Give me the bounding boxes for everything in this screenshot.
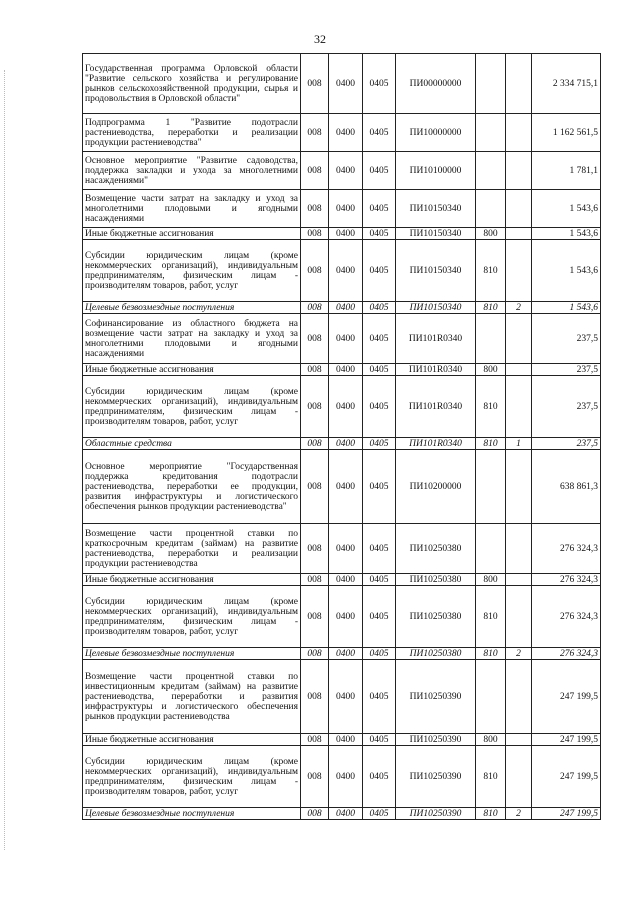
- cell-section: 0400: [329, 586, 363, 648]
- cell-subsection: 0405: [363, 54, 396, 114]
- table-row: [83, 734, 601, 746]
- cell-amount: 237,5: [532, 314, 601, 364]
- cell-section: 0400: [329, 114, 363, 152]
- cell-expense-type: 810: [476, 376, 506, 438]
- cell-grbs: 008: [301, 438, 329, 450]
- cell-expense-type: 810: [476, 302, 506, 314]
- row-name: Основное мероприятие "Развитие садоводства, поддержка закладки и ухода за многолетними насаждениями": [83, 152, 301, 190]
- cell-target-article: ПИ10250390: [396, 734, 476, 746]
- cell-target-article: ПИ10250390: [396, 660, 476, 734]
- row-name: Целевые безвозмездные поступления: [83, 808, 301, 820]
- cell-subsection: 0405: [363, 438, 396, 450]
- cell-grbs: 008: [301, 808, 329, 820]
- cell-target-article: ПИ10150340: [396, 240, 476, 302]
- cell-section: 0400: [329, 240, 363, 302]
- cell-subsection: 0405: [363, 114, 396, 152]
- table-row: [83, 648, 601, 660]
- cell-amount: 247 199,5: [532, 660, 601, 734]
- cell-amount: 247 199,5: [532, 746, 601, 808]
- table-row: [83, 240, 601, 302]
- cell-amount: 1 543,6: [532, 228, 601, 240]
- cell-grbs: 008: [301, 54, 329, 114]
- page-number: 32: [314, 32, 326, 46]
- cell-target-article: ПИ101R0340: [396, 376, 476, 438]
- cell-subsection: 0405: [363, 376, 396, 438]
- cell-target-article: ПИ10000000: [396, 114, 476, 152]
- cell-target-article: ПИ10250390: [396, 808, 476, 820]
- cell-subsection: 0405: [363, 228, 396, 240]
- cell-target-article: ПИ10250380: [396, 574, 476, 586]
- cell-section: 0400: [329, 152, 363, 190]
- cell-section: 0400: [329, 314, 363, 364]
- cell-funding-source: [506, 152, 532, 190]
- cell-funding-source: 2: [506, 808, 532, 820]
- cell-grbs: 008: [301, 586, 329, 648]
- budget-table: [82, 53, 601, 820]
- cell-subsection: 0405: [363, 152, 396, 190]
- cell-expense-type: 810: [476, 648, 506, 660]
- cell-expense-type: [476, 524, 506, 574]
- cell-funding-source: [506, 574, 532, 586]
- table-row: [83, 586, 601, 648]
- cell-grbs: 008: [301, 302, 329, 314]
- cell-grbs: 008: [301, 524, 329, 574]
- cell-funding-source: [506, 54, 532, 114]
- cell-funding-source: [506, 450, 532, 524]
- cell-funding-source: [506, 660, 532, 734]
- table-row: [83, 152, 601, 190]
- cell-target-article: ПИ00000000: [396, 54, 476, 114]
- margin-rule: [4, 70, 5, 850]
- cell-grbs: 008: [301, 746, 329, 808]
- cell-expense-type: 800: [476, 734, 506, 746]
- cell-expense-type: [476, 660, 506, 734]
- cell-section: 0400: [329, 54, 363, 114]
- cell-amount: 237,5: [532, 376, 601, 438]
- row-name: Иные бюджетные ассигнования: [83, 734, 301, 746]
- cell-expense-type: [476, 54, 506, 114]
- row-name: Целевые безвозмездные поступления: [83, 648, 301, 660]
- row-name: Государственная программа Орловской области "Развитие сельского хозяйства и регулирование рынков сельскохозяйственной продукции, сырья и продовольствия в Орловской области": [83, 54, 301, 114]
- cell-funding-source: [506, 376, 532, 438]
- cell-funding-source: [506, 314, 532, 364]
- row-name: Иные бюджетные ассигнования: [83, 228, 301, 240]
- cell-amount: 247 199,5: [532, 808, 601, 820]
- row-name: Субсидии юридическим лицам (кроме некоммерческих организаций), индивидуальным предпринимателям, физическим лицам - производителям товаров, работ, услуг: [83, 376, 301, 438]
- cell-amount: 638 861,3: [532, 450, 601, 524]
- row-name: Возмещение части процентной ставки по инвестиционным кредитам (займам) на развитие растениеводства, переработки и развития инфраструктуры и логистического обеспечения рынков продукции растениеводства: [83, 660, 301, 734]
- table-row: [83, 364, 601, 376]
- cell-amount: 1 543,6: [532, 302, 601, 314]
- cell-grbs: 008: [301, 364, 329, 376]
- cell-subsection: 0405: [363, 364, 396, 376]
- cell-amount: 2 334 715,1: [532, 54, 601, 114]
- cell-subsection: 0405: [363, 586, 396, 648]
- cell-target-article: ПИ101R0340: [396, 364, 476, 376]
- row-name: Иные бюджетные ассигнования: [83, 364, 301, 376]
- cell-section: 0400: [329, 190, 363, 228]
- row-name: Целевые безвозмездные поступления: [83, 302, 301, 314]
- cell-amount: 1 543,6: [532, 190, 601, 228]
- cell-amount: 276 324,3: [532, 574, 601, 586]
- cell-expense-type: 800: [476, 228, 506, 240]
- cell-funding-source: [506, 228, 532, 240]
- row-name: Субсидии юридическим лицам (кроме некоммерческих организаций), индивидуальным предпринимателям, физическим лицам - производителям товаров, работ, услуг: [83, 240, 301, 302]
- cell-target-article: ПИ10250380: [396, 648, 476, 660]
- cell-grbs: 008: [301, 734, 329, 746]
- cell-subsection: 0405: [363, 190, 396, 228]
- row-name: Субсидии юридическим лицам (кроме некоммерческих организаций), индивидуальным предпринимателям, физическим лицам - производителям товаров, работ, услуг: [83, 746, 301, 808]
- cell-section: 0400: [329, 574, 363, 586]
- cell-subsection: 0405: [363, 648, 396, 660]
- cell-funding-source: [506, 734, 532, 746]
- cell-section: 0400: [329, 364, 363, 376]
- row-name: Возмещение части процентной ставки по краткосрочным кредитам (займам) на развитие растениеводства, переработки и реализации продукции растениеводства: [83, 524, 301, 574]
- cell-subsection: 0405: [363, 660, 396, 734]
- table-row: [83, 574, 601, 586]
- table-row: [83, 190, 601, 228]
- cell-target-article: ПИ10250390: [396, 746, 476, 808]
- cell-funding-source: 2: [506, 302, 532, 314]
- cell-amount: 276 324,3: [532, 524, 601, 574]
- cell-target-article: ПИ10250380: [396, 586, 476, 648]
- cell-grbs: 008: [301, 574, 329, 586]
- cell-funding-source: [506, 114, 532, 152]
- cell-subsection: 0405: [363, 302, 396, 314]
- table-row: [83, 54, 601, 114]
- cell-funding-source: [506, 586, 532, 648]
- cell-section: 0400: [329, 376, 363, 438]
- cell-expense-type: 810: [476, 746, 506, 808]
- cell-section: 0400: [329, 450, 363, 524]
- row-name: Возмещение части затрат на закладку и уход за многолетними плодовыми и ягодными насаждениями: [83, 190, 301, 228]
- cell-amount: 1 543,6: [532, 240, 601, 302]
- cell-grbs: 008: [301, 228, 329, 240]
- row-name: Иные бюджетные ассигнования: [83, 574, 301, 586]
- cell-funding-source: [506, 746, 532, 808]
- cell-subsection: 0405: [363, 734, 396, 746]
- cell-subsection: 0405: [363, 574, 396, 586]
- cell-target-article: ПИ101R0340: [396, 314, 476, 364]
- row-name: Субсидии юридическим лицам (кроме некоммерческих организаций), индивидуальным предпринимателям, физическим лицам - производителям товаров, работ, услуг: [83, 586, 301, 648]
- table-body: [83, 54, 601, 820]
- table-row: [83, 376, 601, 438]
- cell-funding-source: [506, 190, 532, 228]
- cell-grbs: 008: [301, 376, 329, 438]
- table-row: [83, 746, 601, 808]
- cell-target-article: ПИ10150340: [396, 228, 476, 240]
- cell-funding-source: [506, 364, 532, 376]
- cell-expense-type: 810: [476, 586, 506, 648]
- cell-section: 0400: [329, 228, 363, 240]
- cell-target-article: ПИ10200000: [396, 450, 476, 524]
- cell-funding-source: 2: [506, 648, 532, 660]
- cell-amount: 276 324,3: [532, 648, 601, 660]
- cell-section: 0400: [329, 808, 363, 820]
- cell-funding-source: [506, 524, 532, 574]
- cell-subsection: 0405: [363, 240, 396, 302]
- table-row: [83, 524, 601, 574]
- cell-section: 0400: [329, 648, 363, 660]
- table-row: [83, 808, 601, 820]
- cell-section: 0400: [329, 302, 363, 314]
- cell-amount: 237,5: [532, 438, 601, 450]
- cell-section: 0400: [329, 524, 363, 574]
- cell-grbs: 008: [301, 450, 329, 524]
- cell-subsection: 0405: [363, 808, 396, 820]
- cell-expense-type: 800: [476, 364, 506, 376]
- cell-grbs: 008: [301, 660, 329, 734]
- table-row: [83, 302, 601, 314]
- cell-expense-type: 810: [476, 808, 506, 820]
- cell-section: 0400: [329, 734, 363, 746]
- cell-target-article: ПИ10250380: [396, 524, 476, 574]
- cell-expense-type: [476, 450, 506, 524]
- cell-expense-type: 800: [476, 574, 506, 586]
- row-name: Областные средства: [83, 438, 301, 450]
- cell-section: 0400: [329, 660, 363, 734]
- table-row: [83, 660, 601, 734]
- table-row: [83, 228, 601, 240]
- cell-expense-type: [476, 114, 506, 152]
- cell-expense-type: [476, 152, 506, 190]
- table-row: [83, 438, 601, 450]
- cell-target-article: ПИ101R0340: [396, 438, 476, 450]
- table-row: [83, 314, 601, 364]
- cell-subsection: 0405: [363, 524, 396, 574]
- cell-target-article: ПИ10150340: [396, 302, 476, 314]
- cell-section: 0400: [329, 438, 363, 450]
- cell-grbs: 008: [301, 648, 329, 660]
- table-row: [83, 450, 601, 524]
- cell-grbs: 008: [301, 314, 329, 364]
- cell-section: 0400: [329, 746, 363, 808]
- cell-grbs: 008: [301, 114, 329, 152]
- cell-amount: 237,5: [532, 364, 601, 376]
- cell-subsection: 0405: [363, 746, 396, 808]
- cell-funding-source: [506, 240, 532, 302]
- cell-target-article: ПИ10150340: [396, 190, 476, 228]
- cell-target-article: ПИ10100000: [396, 152, 476, 190]
- cell-funding-source: 1: [506, 438, 532, 450]
- row-name: Софинансирование из областного бюджета на возмещение части затрат на закладку и уход за многолетними плодовыми и ягодными насаждениями: [83, 314, 301, 364]
- cell-subsection: 0405: [363, 314, 396, 364]
- cell-amount: 1 781,1: [532, 152, 601, 190]
- cell-subsection: 0405: [363, 450, 396, 524]
- row-name: Подпрограмма 1 "Развитие подотрасли растениеводства, переработки и реализации продукции растениеводства": [83, 114, 301, 152]
- cell-expense-type: 810: [476, 240, 506, 302]
- cell-expense-type: 810: [476, 438, 506, 450]
- cell-expense-type: [476, 314, 506, 364]
- cell-amount: 247 199,5: [532, 734, 601, 746]
- row-name: Основное мероприятие "Государственная поддержка кредитования подотрасли растениеводства, переработки ее продукции, развития инфраструктуры и логистического обеспечения рынков продукции растениеводства": [83, 450, 301, 524]
- cell-amount: 276 324,3: [532, 586, 601, 648]
- cell-grbs: 008: [301, 240, 329, 302]
- cell-amount: 1 162 561,5: [532, 114, 601, 152]
- cell-grbs: 008: [301, 152, 329, 190]
- table-row: [83, 114, 601, 152]
- cell-grbs: 008: [301, 190, 329, 228]
- cell-expense-type: [476, 190, 506, 228]
